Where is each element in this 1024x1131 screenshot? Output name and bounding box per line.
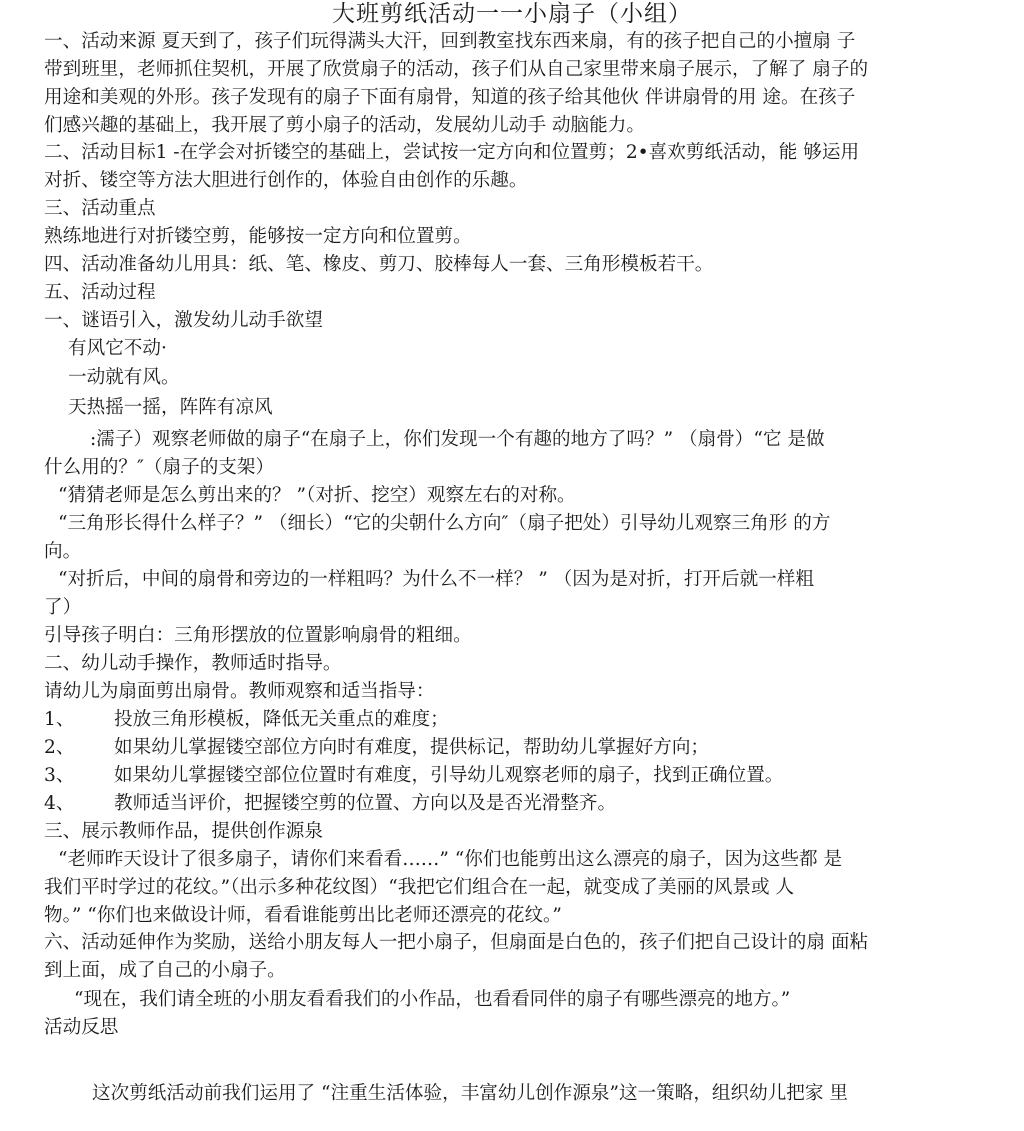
- paragraph-line: 四、活动准备幼儿用具：纸、笔、橡皮、剪刀、胶棒每人一套、三角形模板若干。: [44, 254, 714, 275]
- paragraph-line: 向。: [44, 541, 82, 562]
- paragraph-line: 熟练地进行对折镂空剪，能够按一定方向和位置剪。: [44, 226, 472, 247]
- step-number: 4、: [44, 793, 75, 814]
- paragraph-line: 们感兴趣的基础上，我开展了剪小扇子的活动，发展幼儿动手 动脑能力。: [44, 115, 645, 136]
- paragraph-line: 物。” “你们也来做设计师，看看谁能剪出比老师还漂亮的花纹。”: [44, 905, 562, 926]
- closing-paragraph: 这次剪纸活动前我们运用了 “注重生活体验，丰富幼儿创作源泉”这一策略，组织幼儿把家 里: [92, 1083, 848, 1104]
- paragraph-line: :濡子）观察老师做的扇子“在扇子上，你们发现一个有趣的地方了吗？” （扇骨）“它 是做: [90, 429, 825, 450]
- paragraph-line: “现在，我们请全班的小朋友看看我们的小作品，也看看同伴的扇子有哪些漂亮的地方。”: [74, 989, 791, 1010]
- step-item: [44, 790, 966, 818]
- paragraph-line: 到上面，成了自己的小扇子。: [44, 960, 286, 981]
- step-number: 3、: [44, 765, 75, 786]
- step-item: [44, 734, 966, 762]
- paragraph-line: 请幼儿为扇面剪出扇骨。教师观察和适当指导：: [44, 681, 435, 702]
- paragraph-line: 带到班里，老师抓住契机，开展了欣赏扇子的活动，孩子们从自己家里带来扇子展示，了解了 扇子的: [44, 59, 869, 80]
- section-heading: 三、展示教师作品，提供创作源泉: [44, 821, 323, 842]
- paragraph-line: 对折、镂空等方法大胆进行创作的，体验自由创作的乐趣。: [44, 170, 528, 191]
- paragraph-line: 引导孩子明白：三角形摆放的位置影响扇骨的粗细。: [44, 625, 472, 646]
- riddle-line: 有风它不动·: [68, 338, 167, 359]
- paragraph-line: “三角形长得什么样子？” （细长）“它的尖朝什么方向″（扇子把处）引导幼儿观察三角形 的方: [58, 513, 831, 534]
- paragraph-line: “老师昨天设计了很多扇子，请你们来看看……” “你们也能剪出这么漂亮的扇子，因为这些都 是: [58, 849, 843, 870]
- step-text: 如果幼儿掌握镂空部位方向时有难度，提供标记，帮助幼儿掌握好方向；: [114, 737, 710, 758]
- paragraph-line: “对折后，中间的扇骨和旁边的一样粗吗？为什么不一样？ ” （因为是对折，打开后就一样粗: [58, 569, 814, 590]
- paragraph-line: 六、活动延伸作为奖励，送给小朋友每人一把小扇子，但扇面是白色的，孩子们把自己设计的扇 面粘: [44, 932, 869, 953]
- step-text: 投放三角形模板，降低无关重点的难度；: [114, 709, 449, 730]
- section-heading: 二、幼儿动手操作，教师适时指导。: [44, 653, 342, 674]
- paragraph-line: 我们平时学过的花纹。”（出示多种花纹图）“我把它们组合在一起，就变成了美丽的风景或 人: [44, 877, 795, 898]
- paragraph-line: 一、活动来源 夏天到了，孩子们玩得满头大汗，回到教室找东西来扇，有的孩子把自己的小擅扇 子: [44, 31, 856, 52]
- paragraph-line: “猜猜老师是怎么剪出来的？ ”（对折、挖空）观察左右的对称。: [58, 485, 576, 506]
- step-text: 如果幼儿掌握镂空部位位置时有难度，引导幼儿观察老师的扇子，找到正确位置。: [114, 765, 784, 786]
- step-number: 1、: [44, 709, 75, 730]
- step-item: [44, 762, 966, 790]
- paragraph-line: 二、活动目标1 -在学会对折镂空的基础上，尝试按一定方向和位置剪；2•喜欢剪纸活动，能 够运用: [44, 142, 860, 163]
- section-heading: 三、活动重点: [44, 198, 156, 219]
- riddle-line: 一动就有风。: [68, 367, 180, 388]
- section-heading: 活动反思: [44, 1017, 119, 1038]
- riddle-line: 天热摇一摇，阵阵有凉风: [68, 397, 273, 418]
- section-heading: 一、谜语引入，激发幼儿动手欲望: [44, 310, 323, 331]
- section-heading: 五、活动过程: [44, 282, 156, 303]
- paragraph-line: 了）: [44, 597, 82, 618]
- step-item: [44, 706, 966, 734]
- paragraph-line: 用途和美观的外形。孩子发现有的扇子下面有扇骨，知道的孩子给其他伙 伴讲扇骨的用 途。在孩子: [44, 87, 856, 108]
- step-number: 2、: [44, 737, 75, 758]
- document-title: 大班剪纸活动一一小扇子（小组）: [332, 1, 692, 27]
- step-text: 教师适当评价，把握镂空剪的位置、方向以及是否光滑整齐。: [114, 793, 617, 814]
- paragraph-line: 什么用的？″（扇子的支架）: [44, 457, 275, 478]
